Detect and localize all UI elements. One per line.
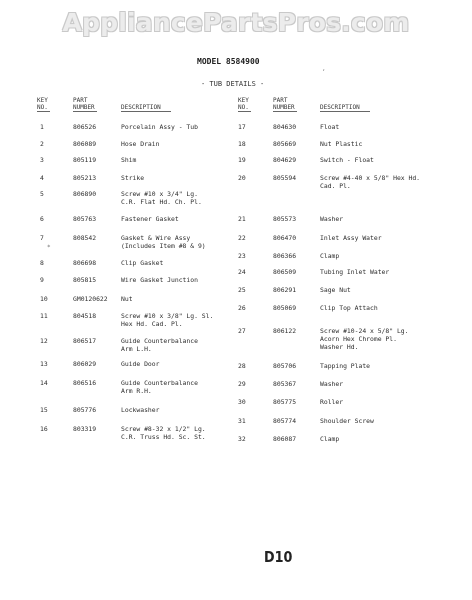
part-description: C.R. Truss Hd. Sc. St.	[121, 433, 206, 441]
key-number: 3	[40, 156, 44, 164]
header-rule	[121, 111, 171, 112]
part-description: Acorn Hex Chrome Pl.	[320, 335, 397, 343]
part-number: 806470	[273, 234, 297, 242]
key-number: 14	[40, 379, 48, 387]
key-number: 15	[40, 406, 48, 414]
key-number: 7	[40, 234, 44, 242]
part-description: Guide Counterbalance	[121, 379, 198, 387]
part-description: Porcelain Assy - Tub	[121, 123, 198, 131]
left-description-header: DESCRIPTION	[121, 104, 161, 111]
part-number: 805815	[73, 276, 97, 284]
header-rule	[37, 111, 50, 112]
part-description: Inlet Assy Water	[320, 234, 382, 242]
part-description: Clip Gasket	[121, 259, 164, 267]
part-description: C.R. Flat Hd. Ch. Pl.	[121, 198, 202, 206]
key-number: 31	[238, 417, 246, 425]
part-number: 806366	[273, 252, 297, 260]
part-description: Screw #10 x 3/4" Lg.	[121, 190, 198, 198]
left-key-header: KEY NO.	[37, 97, 48, 111]
key-number: 4	[40, 174, 44, 182]
part-description: Screw #10 x 3/8" Lg. Sl.	[121, 312, 214, 320]
key-number: 11	[40, 312, 48, 320]
part-number: 804518	[73, 312, 97, 320]
key-number: 25	[238, 286, 246, 294]
model-title: MODEL 8584900	[197, 57, 260, 66]
part-number: 805775	[273, 398, 297, 406]
part-number: 806087	[273, 435, 297, 443]
key-number: 19	[238, 156, 246, 164]
part-description: Screw #10-24 x 5/8" Lg.	[320, 327, 409, 335]
part-description: Clip Top Attach	[320, 304, 378, 312]
header-rule	[320, 111, 370, 112]
key-number: 16	[40, 425, 48, 433]
part-description: Screw #4-40 x 5/8" Hex Hd.	[320, 174, 421, 182]
part-description: Arm R.H.	[121, 387, 152, 395]
part-description: Nut Plastic	[320, 140, 363, 148]
part-description: (Includes Item #8 & 9)	[121, 242, 206, 250]
part-description: Roller	[320, 398, 344, 406]
key-number: 27	[238, 327, 246, 335]
key-number: 10	[40, 295, 48, 303]
part-description: Hose Drain	[121, 140, 160, 148]
right-description-header: DESCRIPTION	[320, 104, 360, 111]
part-number: 806029	[73, 360, 97, 368]
key-number: 6	[40, 215, 44, 223]
part-number: 806516	[73, 379, 97, 387]
part-number: 806291	[273, 286, 297, 294]
part-number: 805594	[273, 174, 297, 182]
key-number: 5	[40, 190, 44, 198]
part-description: Switch - Float	[320, 156, 374, 164]
key-number: 26	[238, 304, 246, 312]
key-number: 9	[40, 276, 44, 284]
part-description: Arm L.H.	[121, 345, 152, 353]
part-description: Guide Door	[121, 360, 160, 368]
key-number: 22	[238, 234, 246, 242]
part-number: 806122	[273, 327, 297, 335]
part-description: Strike	[121, 174, 145, 182]
part-number: 805573	[273, 215, 297, 223]
part-description: Tubing Inlet Water	[320, 268, 390, 276]
header-rule	[73, 111, 97, 112]
part-description: Tapping Plate	[320, 362, 371, 370]
part-description: Nut	[121, 295, 133, 303]
part-number: 806089	[73, 140, 97, 148]
key-number: 30	[238, 398, 246, 406]
key-number: 17	[238, 123, 246, 131]
section-subtitle: - TUB DETAILS -	[201, 80, 265, 88]
part-number: 805669	[273, 140, 297, 148]
part-description: Gasket & Wire Assy	[121, 234, 191, 242]
key-number: 28	[238, 362, 246, 370]
header-rule	[238, 111, 251, 112]
part-description: Washer	[320, 215, 344, 223]
part-description: Wire Gasket Junction	[121, 276, 198, 284]
key-number: 24	[238, 268, 246, 276]
part-number: 805069	[273, 304, 297, 312]
key-number: 12	[40, 337, 48, 345]
part-number: 805213	[73, 174, 97, 182]
key-number: 20	[238, 174, 246, 182]
part-description: Clamp	[320, 252, 340, 260]
page-code: D10	[264, 548, 293, 566]
key-number: 21	[238, 215, 246, 223]
part-description: Clamp	[320, 435, 340, 443]
part-description: Cad. Pl.	[320, 182, 351, 190]
part-description: Shoulder Screw	[320, 417, 374, 425]
part-description: Sage Nut	[320, 286, 351, 294]
part-description: Washer	[320, 380, 344, 388]
key-number: 23	[238, 252, 246, 260]
part-number: 804630	[273, 123, 297, 131]
part-number: 805367	[273, 380, 297, 388]
key-number: 18	[238, 140, 246, 148]
part-number: 808542	[73, 234, 97, 242]
part-number: GM0120622	[73, 295, 108, 303]
header-rule	[273, 111, 297, 112]
part-description: Float	[320, 123, 340, 131]
part-number: 804629	[273, 156, 297, 164]
key-number: 2	[40, 140, 44, 148]
key-number: 29	[238, 380, 246, 388]
part-description: Fastener Gasket	[121, 215, 179, 223]
part-number: 805706	[273, 362, 297, 370]
left-part-header: PART NUMBER	[73, 97, 95, 111]
part-number: 806526	[73, 123, 97, 131]
right-key-header: KEY NO.	[238, 97, 249, 111]
key-number: 8	[40, 259, 44, 267]
stray-mark: *	[47, 244, 51, 251]
part-number: 805763	[73, 215, 97, 223]
part-number: 806517	[73, 337, 97, 345]
part-number: 806698	[73, 259, 97, 267]
part-number: 805776	[73, 406, 97, 414]
key-number: 1	[40, 123, 44, 131]
part-description: Guide Counterbalance	[121, 337, 198, 345]
part-number: 806890	[73, 190, 97, 198]
stray-mark: ,	[322, 65, 326, 72]
part-number: 805119	[73, 156, 97, 164]
part-number: 805774	[273, 417, 297, 425]
part-description: Screw #8-32 x 1/2" Lg.	[121, 425, 206, 433]
watermark: AppliancePartsPros.com	[62, 8, 410, 37]
key-number: 32	[238, 435, 246, 443]
part-description: Lockwasher	[121, 406, 160, 414]
part-number: 803319	[73, 425, 97, 433]
part-number: 806509	[273, 268, 297, 276]
key-number: 13	[40, 360, 48, 368]
part-description: Shim	[121, 156, 137, 164]
part-description: Washer Hd.	[320, 343, 359, 351]
right-part-header: PART NUMBER	[273, 97, 295, 111]
part-description: Hex Hd. Cad. Pl.	[121, 320, 183, 328]
